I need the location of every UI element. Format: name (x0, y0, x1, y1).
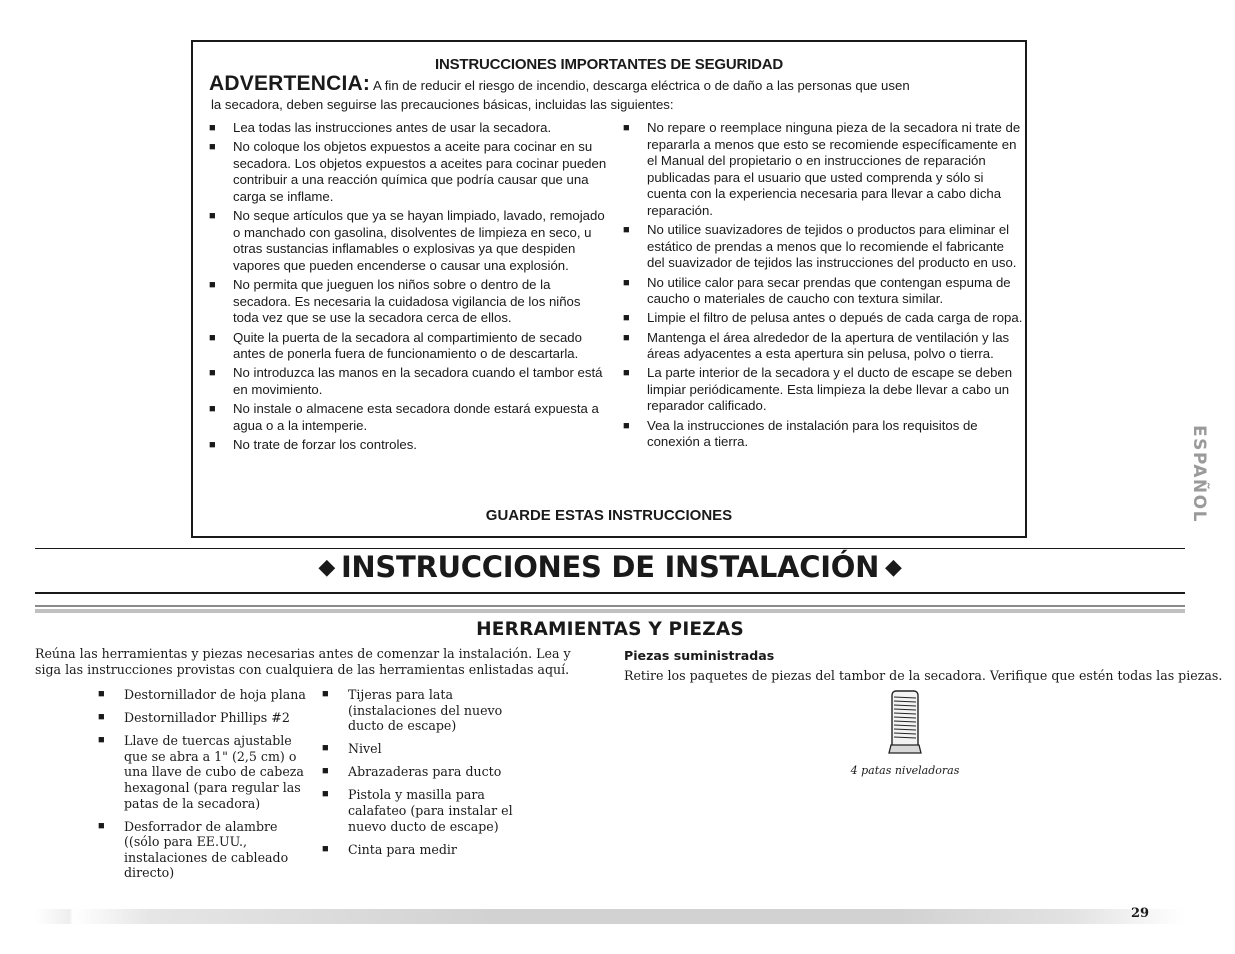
tool-item: ■ Desforrador de alambre ((sólo para EE.UU., instalaciones de cableado directo) (98, 819, 313, 881)
safety-item: ■ No seque artículos que ya se hayan limpiado, lavado, remojado o manchado con gasolina, disolventes de limpieza en seco, u otras sustancias inflamables o explosivas ya que despiden vapores que pueden encenderse o causar una explosión. (209, 208, 609, 274)
parts-heading: Piezas suministradas (624, 648, 775, 663)
tool-item: ■ Destornillador de hoja plana (98, 687, 313, 703)
safety-footer: GUARDE ESTAS INSTRUCCIONES (485, 507, 733, 524)
tools-intro: Reúna las herramientas y piezas necesarias antes de comenzar la instalación. Lea y siga las instrucciones provistas con cualquiera de las herramientas enlistadas aquí. (35, 646, 571, 677)
safety-item: ■ No trate de forzar los controles. (209, 437, 609, 454)
safety-item: ■ No permita que jueguen los niños sobre o dentro de la secadora. Es necesaria la cuidadosa vigilancia de los niños toda vez que se use la secadora cerca de ellos. (209, 277, 609, 327)
safety-list-left (209, 120, 609, 456)
tool-item: ■ Nivel (322, 741, 537, 757)
leveling-leg-icon (885, 689, 925, 759)
safety-item: ■ La parte interior de la secadora y el ducto de escape se deben limpiar periódicamente. Esta limpieza la debe llevar a cabo un reparador calificado. (623, 365, 1023, 415)
safety-item: ■ Lea todas las instrucciones antes de usar la secadora. (209, 120, 609, 137)
safety-item: ■ Vea la instrucciones de instalación para los requisitos de conexión a tierra. (623, 418, 1023, 451)
safety-instructions-box (191, 40, 1027, 538)
parts-text: Retire los paquetes de piezas del tambor de la secadora. Verifique que estén todas las piezas. (624, 668, 1223, 683)
safety-title: INSTRUCCIONES IMPORTANTES DE SEGURIDAD (435, 56, 783, 73)
tools-list-col2 (322, 687, 537, 865)
tools-list-col1 (98, 687, 313, 889)
tool-item: ■ Pistola y masilla para calafateo (para instalar el nuevo ducto de escape) (322, 787, 537, 834)
warning-text-1: A fin de reducir el riesgo de incendio, descarga eléctrica o de daño a las personas que usen (373, 78, 910, 93)
diamond-icon: ◆ (885, 555, 902, 580)
safety-item: ■ No repare o reemplace ninguna pieza de la secadora ni trate de repararla a menos que esto se recomiende específicamente en el Manual del propietario o en instrucciones de reparación publicadas para el usuario que usted comprenda y sólo si cuenta con la experiencia necesaria para llevar a cabo dicha reparación. (623, 120, 1023, 220)
tools-heading: HERRAMIENTAS Y PIEZAS (476, 619, 744, 640)
page-number: 29 (1130, 906, 1150, 921)
diamond-icon: ◆ (318, 555, 335, 580)
safety-item: ■ No introduzca las manos en la secadora cuando el tambor está en movimiento. (209, 365, 609, 398)
main-title-text: INSTRUCCIONES DE INSTALACIÓN (340, 550, 880, 584)
title-rule-bottom (35, 592, 1185, 594)
safety-item: ■ Quite la puerta de la secadora al compartimiento de secado antes de ponerla fuera de funcionamiento o de descartarla. (209, 330, 609, 363)
title-rule-top (35, 548, 1185, 549)
safety-item: ■ No coloque los objetos expuestos a aceite para cocinar en su secadora. Los objetos expuestos a aceites para cocinar pueden contribuir a una reacción química que podría causar que una carga se inflame. (209, 139, 609, 205)
main-title (35, 550, 1185, 584)
parts-caption: 4 patas niveladoras (850, 764, 960, 777)
warning-word: ADVERTENCIA: (209, 72, 371, 95)
tool-item: ■ Destornillador Phillips #2 (98, 710, 313, 726)
safety-item: ■ Mantenga el área alrededor de la apertura de ventilación y las áreas adyacentes a esta apertura sin pelusa, polvo o tierra. (623, 330, 1023, 363)
safety-item: ■ Limpie el filtro de pelusa antes o depués de cada carga de ropa. (623, 310, 1023, 327)
footer-bar (35, 909, 1185, 924)
warning-text-2: la secadora, deben seguirse las precauciones básicas, incluidas las siguientes: (211, 97, 674, 112)
tool-item: ■ Cinta para medir (322, 842, 537, 858)
tool-item: ■ Abrazaderas para ducto (322, 764, 537, 780)
language-side-label: ESPAÑOL (1189, 425, 1209, 523)
safety-item: ■ No utilice suavizadores de tejidos o productos para eliminar el estático de prendas a menos que lo recomiende el fabricante del suavizador de tejidos las instrucciones del producto en uso. (623, 222, 1023, 272)
safety-item: ■ No instale o almacene esta secadora donde estará expuesta a agua o a la intemperie. (209, 401, 609, 434)
safety-item: ■ No utilice calor para secar prendas que contengan espuma de caucho o materiales de caucho con textura similar. (623, 275, 1023, 308)
tool-item: ■ Tijeras para lata (instalaciones del nuevo ducto de escape) (322, 687, 537, 734)
section-divider (35, 605, 1185, 614)
tool-item: ■ Llave de tuercas ajustable que se abra a 1" (2,5 cm) o una llave de cubo de cabeza hexagonal (para regular las patas de la secadora) (98, 733, 313, 811)
warning-line-1 (209, 72, 910, 96)
safety-list-right (623, 120, 1023, 453)
